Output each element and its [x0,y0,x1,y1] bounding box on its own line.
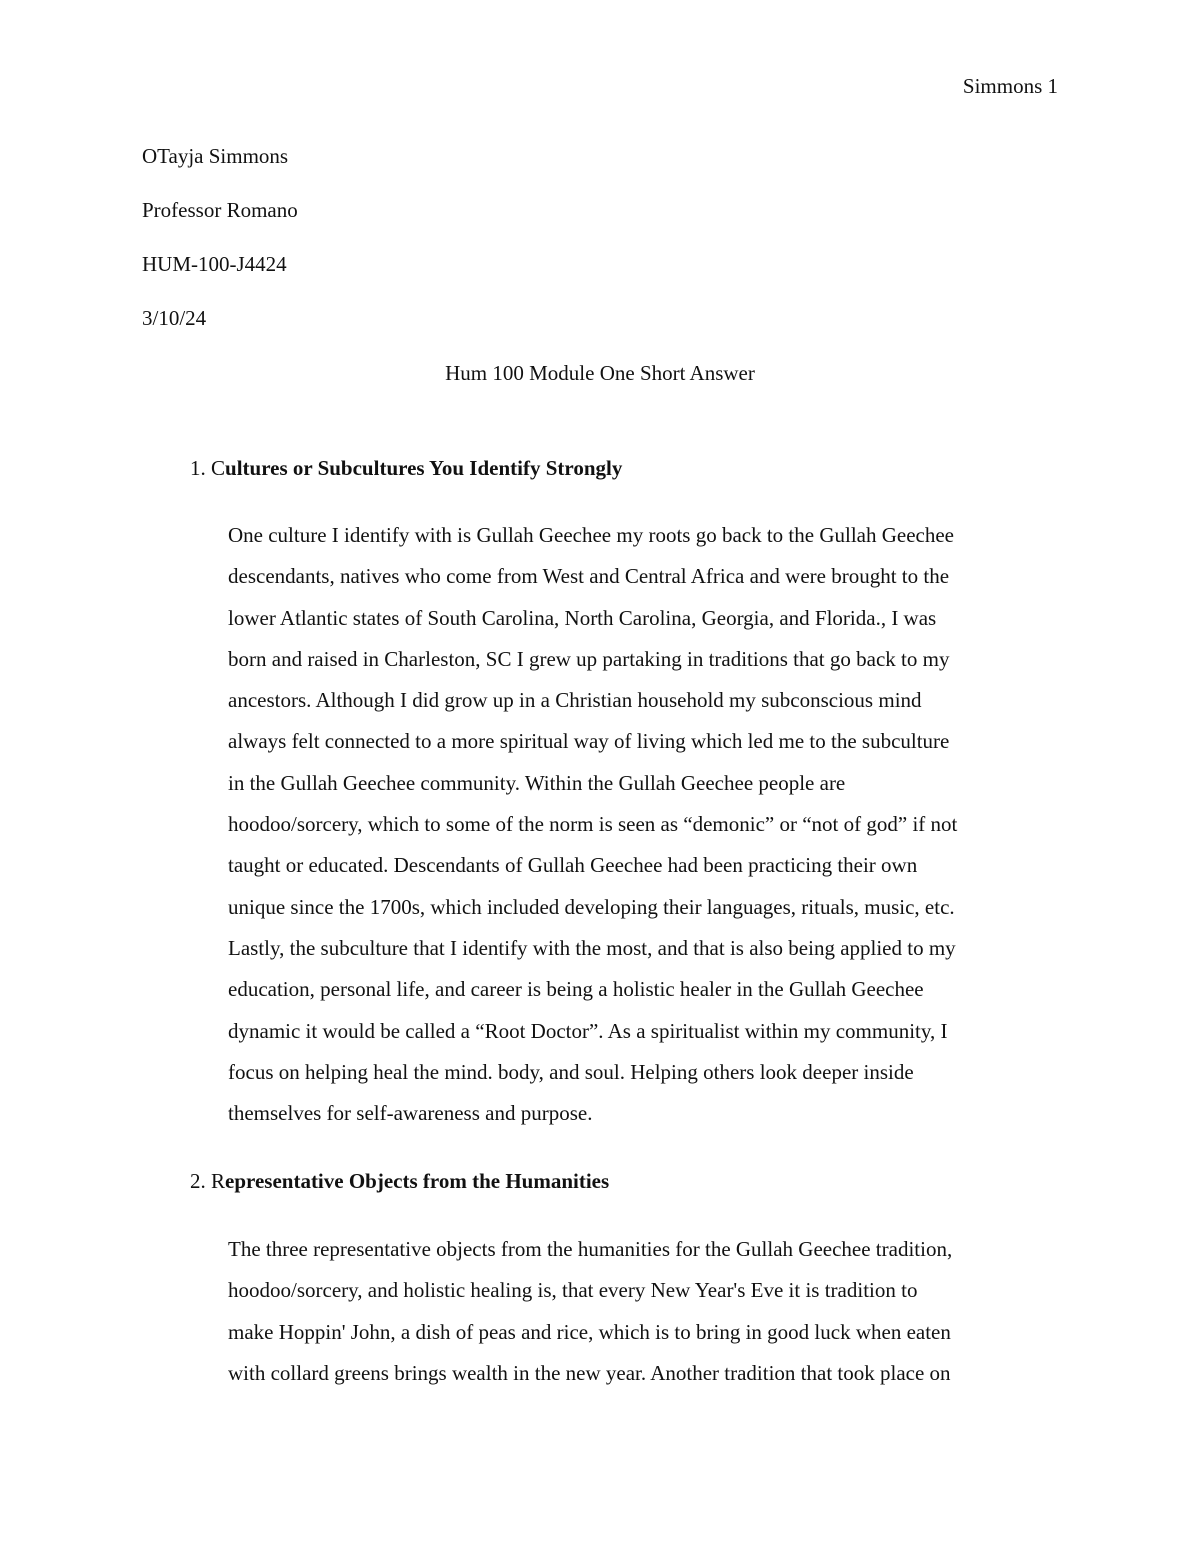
section-heading-cultures [190,455,622,482]
section-body-representative-objects [228,1229,1058,1394]
paragraph-line: descendants, natives who come from West and Central Africa and were brought to the [228,564,950,589]
paragraph-line: in the Gullah Geechee community. Within the Gullah Geechee people are [228,770,846,795]
running-header-page-number: Simmons 1 [962,74,1058,98]
paragraph-line: themselves for self-awareness and purpose. [228,1101,593,1126]
course-code: HUM-100-J4424 [142,252,287,276]
document-title: Hum 100 Module One Short Answer [445,361,755,385]
paragraph-line: always felt connected to a more spiritual way of living which led me to the subculture [228,729,950,754]
paragraph-line: make Hoppin' John, a dish of peas and rice, which is to bring in good luck when eaten [228,1319,951,1344]
paragraph-line: ancestors. Although I did grow up in a Christian household my subconscious mind [228,688,922,713]
section-heading-text: epresentative Objects from the Humanities [225,1169,610,1193]
section-number: 1. C [190,456,226,480]
paragraph-line: education, personal life, and career is being a holistic healer in the Gullah Geechee [228,977,924,1002]
mla-heading-block [142,143,1058,359]
paragraph-line: The three representative objects from the humanities for the Gullah Geechee tradition, [228,1237,953,1261]
paragraph-line: unique since the 1700s, which included developing their languages, rituals, music, etc. [228,894,955,919]
section-heading-text: ultures or Subcultures You Identify Strongly [225,456,623,480]
paragraph-line: Lastly, the subculture that I identify with the most, and that is also being applied to my [228,935,956,960]
section-number: 2. R [190,1169,226,1193]
student-name: OTayja Simmons [142,144,289,168]
paragraph-line: hoodoo/sorcery, which to some of the norm is seen as “demonic” or “not of god” if not [228,812,958,837]
paragraph-line: dynamic it would be called a “Root Doctor”. As a spiritualist within my community, I [228,1018,948,1043]
paragraph-line: One culture I identify with is Gullah Geechee my roots go back to the Gullah Geechee [228,523,955,547]
submission-date: 3/10/24 [142,306,207,330]
paragraph-line: lower Atlantic states of South Carolina, North Carolina, Georgia, and Florida., I was [228,605,937,630]
paragraph-line: with collard greens brings wealth in the new year. Another tradition that took place on [228,1360,951,1385]
paragraph-line: hoodoo/sorcery, and holistic healing is, that every New Year's Eve it is tradition to [228,1278,918,1303]
section-heading-representative-objects [190,1168,609,1195]
paragraph-line: taught or educated. Descendants of Gullah Geechee had been practicing their own [228,853,918,878]
paragraph-line: born and raised in Charleston, SC I grew up partaking in traditions that go back to my [228,646,950,671]
professor-name: Professor Romano [142,198,298,222]
paragraph-line: focus on helping heal the mind. body, and soul. Helping others look deeper inside [228,1059,914,1084]
section-body-cultures [228,515,1058,1134]
